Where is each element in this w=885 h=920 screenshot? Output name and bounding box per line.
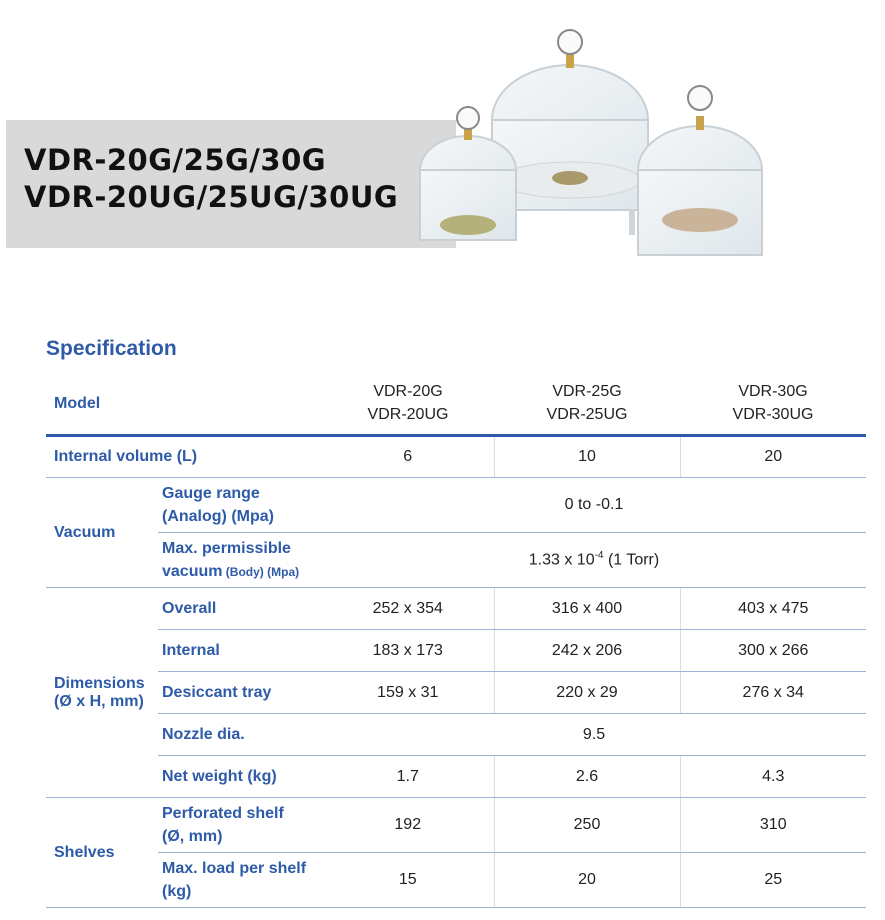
model-name: VDR-30UG (732, 406, 814, 423)
value-cell: 25 (680, 853, 866, 908)
value-cell: 20 (680, 436, 866, 478)
value-cell: 316 x 400 (494, 588, 680, 630)
max-load-label: Max. load per shelf (kg) (158, 853, 322, 908)
model-label: Model (46, 372, 322, 436)
value-cell: 4.3 (680, 756, 866, 798)
product-title-line1: VDR-20G/25G/30G (24, 143, 327, 177)
value-cell: 403 x 475 (680, 588, 866, 630)
nozzle-dia-label: Nozzle dia. (158, 714, 322, 756)
medium-desiccator (638, 86, 762, 255)
model-cell (680, 372, 866, 436)
table-row-perforated-shelf (46, 798, 866, 853)
value-cell: 242 x 206 (494, 630, 680, 672)
value-cell: 310 (680, 798, 866, 853)
value-cell: 300 x 266 (680, 630, 866, 672)
desiccant-tray-label: Desiccant tray (158, 672, 322, 714)
value-cell: 0 to -0.1 (322, 478, 866, 533)
value-cell: 15 (322, 853, 494, 908)
table-row-gauge-range (46, 478, 866, 533)
specification-heading: Specification (46, 337, 177, 360)
table-row-max-load (46, 853, 866, 908)
internal-label: Internal (158, 630, 322, 672)
value-cell: 20 (494, 853, 680, 908)
table-row-overall (46, 588, 866, 630)
model-name: VDR-25UG (546, 406, 628, 423)
product-title (24, 142, 398, 216)
value-cell: 10 (494, 436, 680, 478)
table-row-internal (46, 630, 866, 672)
model-cell (494, 372, 680, 436)
model-name: VDR-20G (373, 383, 443, 400)
net-weight-label: Net weight (kg) (158, 756, 322, 798)
specification-table (46, 372, 866, 908)
value-cell: 183 x 173 (322, 630, 494, 672)
overall-label: Overall (158, 588, 322, 630)
value-cell: 250 (494, 798, 680, 853)
value-cell: 6 (322, 436, 494, 478)
value-cell: 9.5 (322, 714, 866, 756)
table-row-model (46, 372, 866, 436)
table-row-desiccant-tray (46, 672, 866, 714)
vacuum-label: Vacuum (46, 478, 158, 588)
value-cell: 192 (322, 798, 494, 853)
value-cell: 2.6 (494, 756, 680, 798)
value-cell: 159 x 31 (322, 672, 494, 714)
internal-volume-label: Internal volume (L) (46, 436, 322, 478)
value-cell: 252 x 354 (322, 588, 494, 630)
dimensions-label: Dimensions (Ø x H, mm) (46, 588, 158, 798)
table-row-max-vacuum (46, 533, 866, 588)
gauge-range-label: Gauge range (Analog) (Mpa) (158, 478, 322, 533)
value-cell: 1.7 (322, 756, 494, 798)
value-cell: 276 x 34 (680, 672, 866, 714)
table-row-nozzle-dia (46, 714, 866, 756)
max-vacuum-label: Max. permissible vacuum (Body) (Mpa) (158, 533, 322, 588)
table-row-net-weight (46, 756, 866, 798)
perforated-shelf-label: Perforated shelf (Ø, mm) (158, 798, 322, 853)
model-cell (322, 372, 494, 436)
model-name: VDR-25G (552, 383, 622, 400)
product-photo (410, 20, 810, 280)
product-title-line2: VDR-20UG/25UG/30UG (24, 180, 399, 214)
model-name: VDR-30G (738, 383, 808, 400)
table-row-internal-volume (46, 436, 866, 478)
shelves-label: Shelves (46, 798, 158, 908)
value-cell: 220 x 29 (494, 672, 680, 714)
model-name: VDR-20UG (367, 406, 449, 423)
value-cell: 1.33 x $10^{-4}$ (1 Torr) (322, 533, 866, 588)
